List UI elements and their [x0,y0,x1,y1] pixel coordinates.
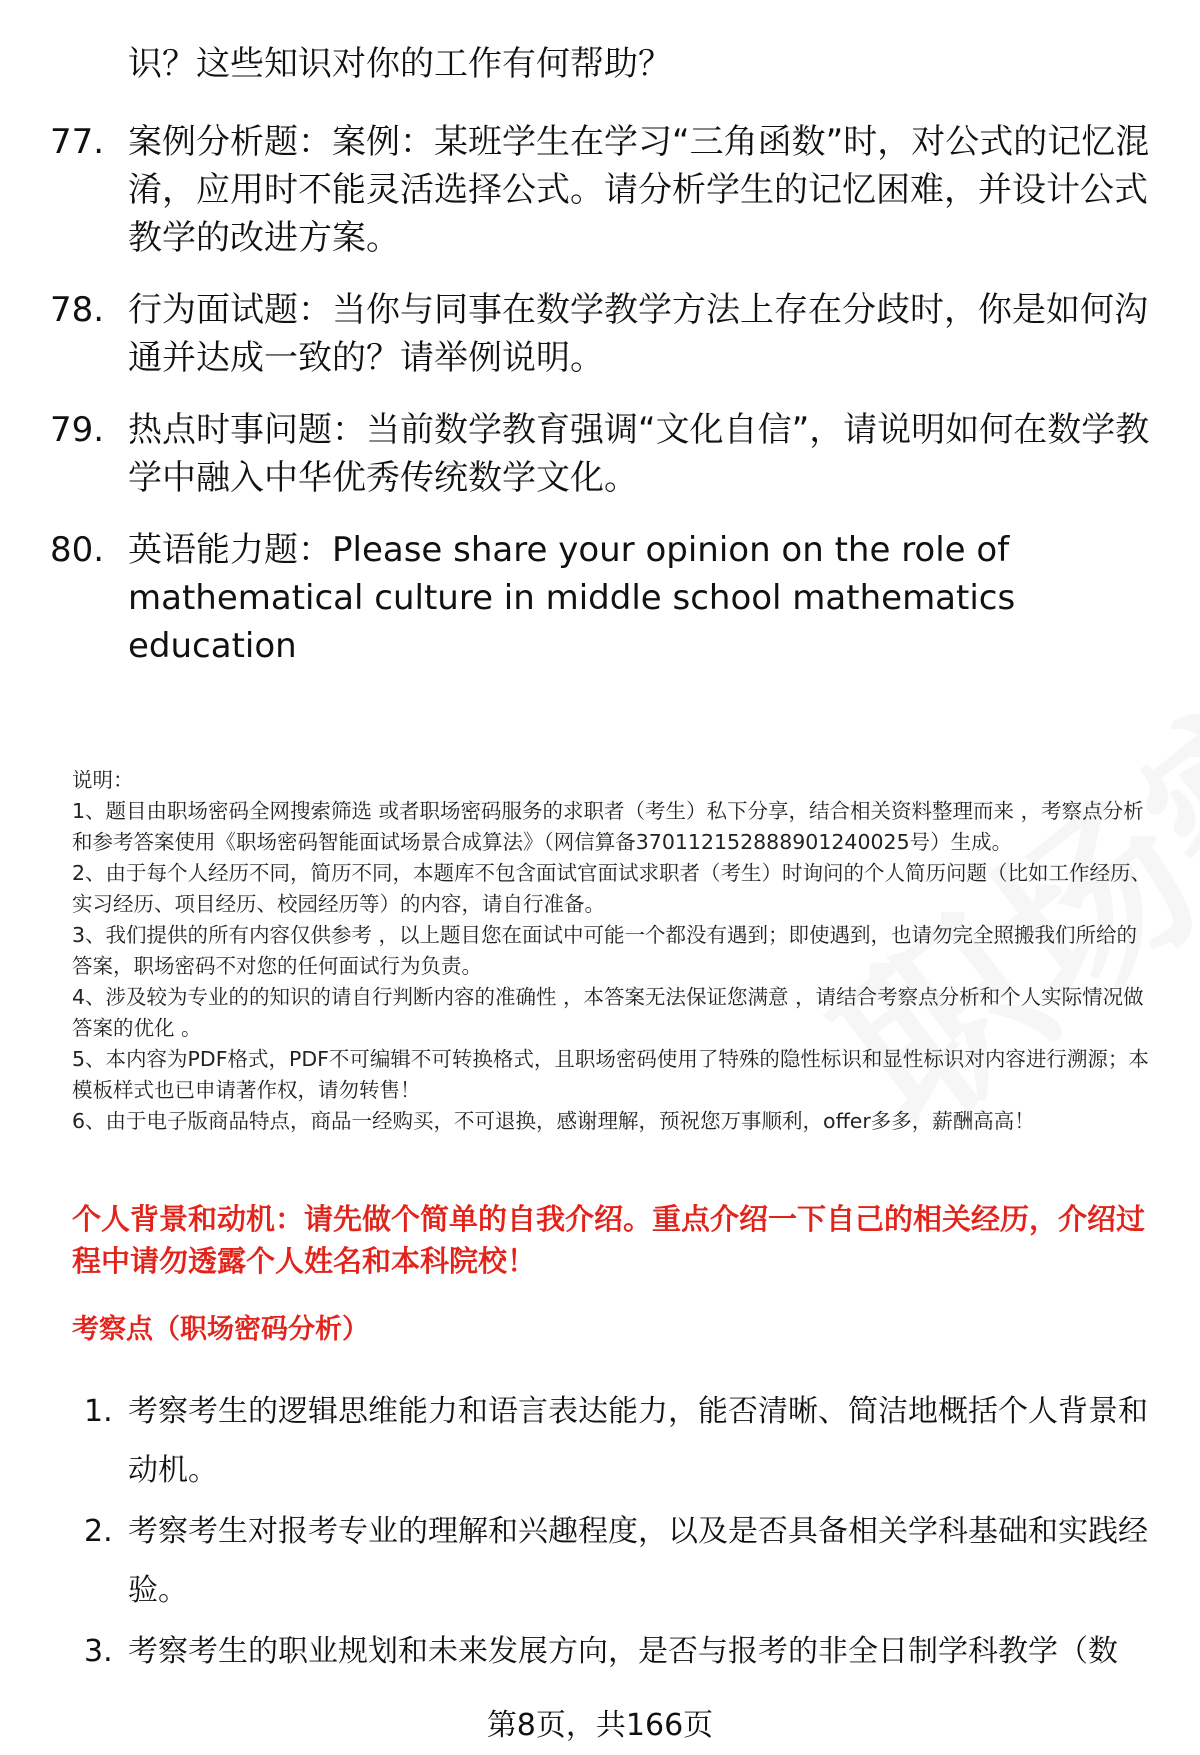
question-list [50,40,1160,694]
question-item [50,286,1160,382]
note-item: 6、由于电子版商品特点，商品一经购买，不可退换，感谢理解，预祝您万事顺利，offer多多，薪酬高高！ [72,1109,1035,1133]
page-number: 第8页，共166页 [486,1708,714,1743]
question-number: 80. [50,530,105,570]
assessment-points [84,1382,1164,1683]
point-text: 考察考生对报考专业的理解和兴趣程度，以及是否具备相关学科基础和实践经验。 [128,1514,1148,1608]
notes-block [72,765,1157,1137]
section-subheading: 考察点（职场密码分析） [72,1314,369,1345]
point-number: 1. [84,1394,113,1429]
question-text: 行为面试题：当你与同事在数学教学方法上存在分歧时，你是如何沟通并达成一致的？请举例说明。 [128,290,1148,378]
notes-title: 说明： [72,768,134,792]
question-continuation: 识？这些知识对你的工作有何帮助？ [128,44,672,84]
question-number: 79. [50,410,105,450]
list-item [84,1622,1164,1681]
point-number: 2. [84,1514,113,1549]
question-item [50,406,1160,502]
question-number: 78. [50,290,105,330]
note-item: 4、涉及较为专业的的知识的请自行判断内容的准确性 ，本答案无法保证您满意 ，请结合考察点分析和个人实际情况做答案的优化 。 [72,985,1144,1040]
question-number: 77. [50,122,105,162]
point-number: 3. [84,1634,113,1669]
list-item [84,1502,1164,1620]
question-text: 热点时事问题：当前数学教育强调“文化自信”，请说明如何在数学教学中融入中华优秀传统数学文化。 [128,410,1150,498]
question-text: 案例分析题：案例：某班学生在学习“三角函数”时，对公式的记忆混淆，应用时不能灵活选择公式。请分析学生的记忆困难，并设计公式教学的改进方案。 [128,122,1150,258]
note-item: 3、我们提供的所有内容仅供参考 ，以上题目您在面试中可能一个都没有遇到；即使遇到，也请勿完全照搬我们所给的答案，职场密码不对您的任何面试行为负责。 [72,923,1138,978]
list-item [84,1382,1164,1500]
point-text: 考察考生的职业规划和未来发展方向，是否与报考的非全日制学科教学（数 [128,1634,1118,1669]
question-item [50,118,1160,262]
section-heading: 个人背景和动机：请先做个简单的自我介绍。重点介绍一下自己的相关经历，介绍过程中请勿透露个人姓名和本科院校！ [72,1202,1146,1278]
note-item: 5、本内容为PDF格式，PDF不可编辑不可转换格式，且职场密码使用了特殊的隐性标识和显性标识对内容进行溯源；本模板样式也已申请著作权，请勿转售！ [72,1047,1149,1102]
point-text: 考察考生的逻辑思维能力和语言表达能力，能否清晰、简洁地概括个人背景和动机。 [128,1394,1148,1488]
note-item: 2、由于每个人经历不同，简历不同，本题库不包含面试官面试求职者（考生）时询问的个人简历问题（比如工作经历、实习经历、项目经历、校园经历等）的内容，请自行准备。 [72,861,1152,916]
question-text: 英语能力题：Please share your opinion on the role of mathematical culture in middle school mathematics education [128,530,1016,666]
question-item [50,526,1160,670]
note-item: 1、题目由职场密码全网搜索筛选 或者职场密码服务的求职者（考生）私下分享，结合相关资料整理而来 ，考察点分析和参考答案使用《职场密码智能面试场景合成算法》（网信算备370112152888901240025号）生成。 [72,799,1144,854]
